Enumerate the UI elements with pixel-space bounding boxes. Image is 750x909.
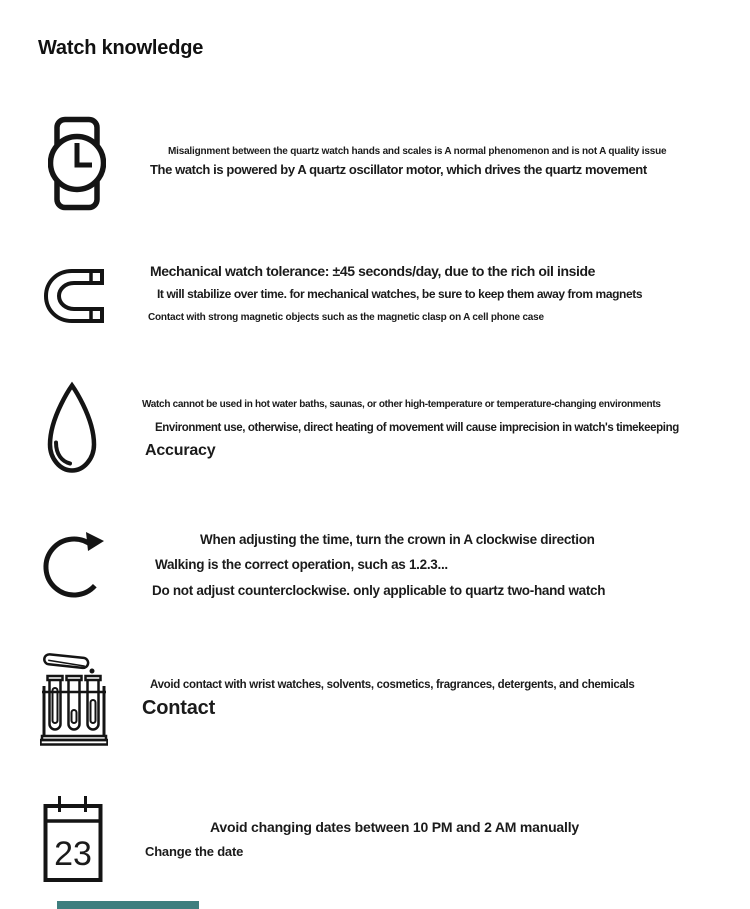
temperature-warning-line: Watch cannot be used in hot water baths, saunas, or other high-temperature or temperature-changing environments: [142, 399, 661, 410]
test-tubes-icon: [40, 648, 108, 746]
water-drop-icon: [44, 380, 100, 477]
magnet-tolerance-line: Mechanical watch tolerance: ±45 seconds/day, due to the rich oil inside: [150, 263, 596, 279]
quartz-note-line: Misalignment between the quartz watch hands and scales is A normal phenomenon and is not A quality issue: [168, 146, 667, 157]
magnet-contact-line: Contact with strong magnetic objects such as the magnetic clasp on A cell phone case: [148, 312, 544, 323]
clockwise-arrow-icon: [42, 527, 110, 605]
accuracy-heading: Accuracy: [145, 442, 216, 459]
watch-icon: [48, 116, 106, 211]
calendar-date: 23: [54, 835, 92, 873]
counterclockwise-warning-line: Do not adjust counterclockwise. only applicable to quartz two-hand watch: [152, 583, 606, 598]
calendar-icon: [42, 793, 104, 884]
quartz-main-line: The watch is powered by A quartz oscillator motor, which drives the quartz movement: [150, 162, 647, 177]
walking-operation-line: Walking is the correct operation, such as 1.2.3...: [155, 557, 448, 572]
crown-clockwise-line: When adjusting the time, turn the crown in A clockwise direction: [200, 532, 595, 547]
page-title: Watch knowledge: [38, 37, 204, 59]
magnet-icon: [42, 267, 106, 325]
chemicals-warning-line: Avoid contact with wrist watches, solvents, cosmetics, fragrances, detergents, and chemicals: [150, 679, 635, 691]
contact-heading: Contact: [142, 697, 216, 719]
cropped-bottom-banner: [57, 901, 199, 909]
change-date-heading: Change the date: [145, 844, 244, 859]
magnet-advice-line: It will stabilize over time. for mechanical watches, be sure to keep them away from magnets: [157, 287, 643, 301]
environment-line: Environment use, otherwise, direct heating of movement will cause imprecision in watch's timekeeping: [155, 422, 679, 434]
date-change-warning-line: Avoid changing dates between 10 PM and 2 AM manually: [210, 819, 579, 835]
